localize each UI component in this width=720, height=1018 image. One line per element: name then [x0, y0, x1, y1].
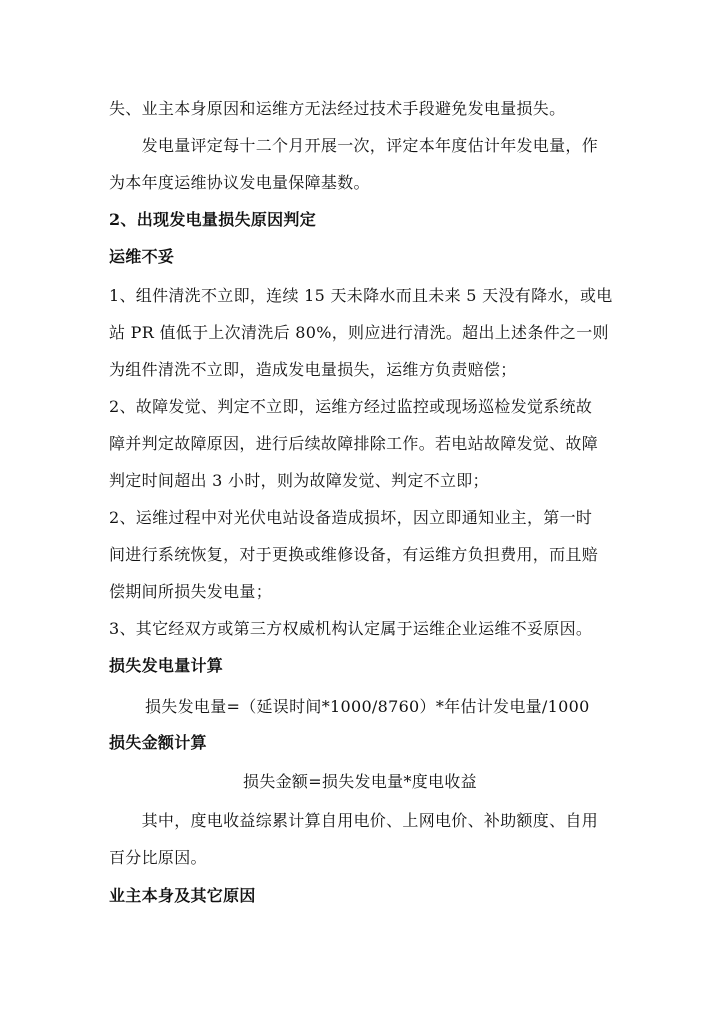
formula-line: 损失发电量=（延误时间*1000/8760）*年估计发电量/1000 — [145, 697, 590, 716]
formula-line: 损失金额=损失发电量*度电收益 — [243, 772, 477, 791]
paragraph-line: 障并判定故障原因，进行后续故障排除工作。若电站故障发觉、故障 — [109, 434, 599, 453]
subsection-heading: 损失金额计算 — [109, 733, 207, 752]
paragraph-line: 失、业主本身原因和运维方无法经过技术手段避免发电量损失。 — [109, 99, 566, 118]
paragraph-line: 偿期间所损失发电量； — [109, 582, 273, 601]
paragraph-line: 间进行系统恢复，对于更换或维修设备，有运维方负担费用，而且赔 — [109, 545, 599, 564]
paragraph-line: 判定时间超出 3 小时，则为故障发觉、判定不立即； — [109, 471, 489, 490]
section-heading: 2、出现发电量损失原因判定 — [109, 210, 317, 229]
subsection-heading: 业主本身及其它原因 — [109, 886, 256, 905]
paragraph-line: 2、故障发觉、判定不立即，运维方经过监控或现场巡检发觉系统故 — [109, 397, 593, 416]
paragraph-line: 发电量评定每十二个月开展一次，评定本年度估计年发电量，作 — [109, 136, 599, 155]
paragraph-line: 站 PR 值低于上次清洗后 80%，则应进行清洗。超出上述条件之一则 — [109, 323, 609, 342]
paragraph-line: 百分比原因。 — [109, 848, 207, 867]
subsection-heading: 损失发电量计算 — [109, 656, 224, 675]
paragraph-line: 其中，度电收益综累计算自用电价、上网电价、补助额度、自用 — [109, 811, 599, 830]
paragraph-line: 为本年度运维协议发电量保障基数。 — [109, 173, 370, 192]
subsection-heading: 运维不妥 — [109, 247, 175, 266]
paragraph-line: 2、运维过程中对光伏电站设备造成损坏，因立即通知业主，第一时 — [109, 508, 593, 527]
paragraph-line: 为组件清洗不立即，造成发电量损失，运维方负责赔偿； — [109, 360, 517, 379]
paragraph-line: 3、其它经双方或第三方权威机构认定属于运维企业运维不妥原因。 — [109, 619, 593, 638]
paragraph-line: 1、组件清洗不立即，连续 15 天未降水而且未来 5 天没有降水，或电 — [109, 286, 613, 305]
